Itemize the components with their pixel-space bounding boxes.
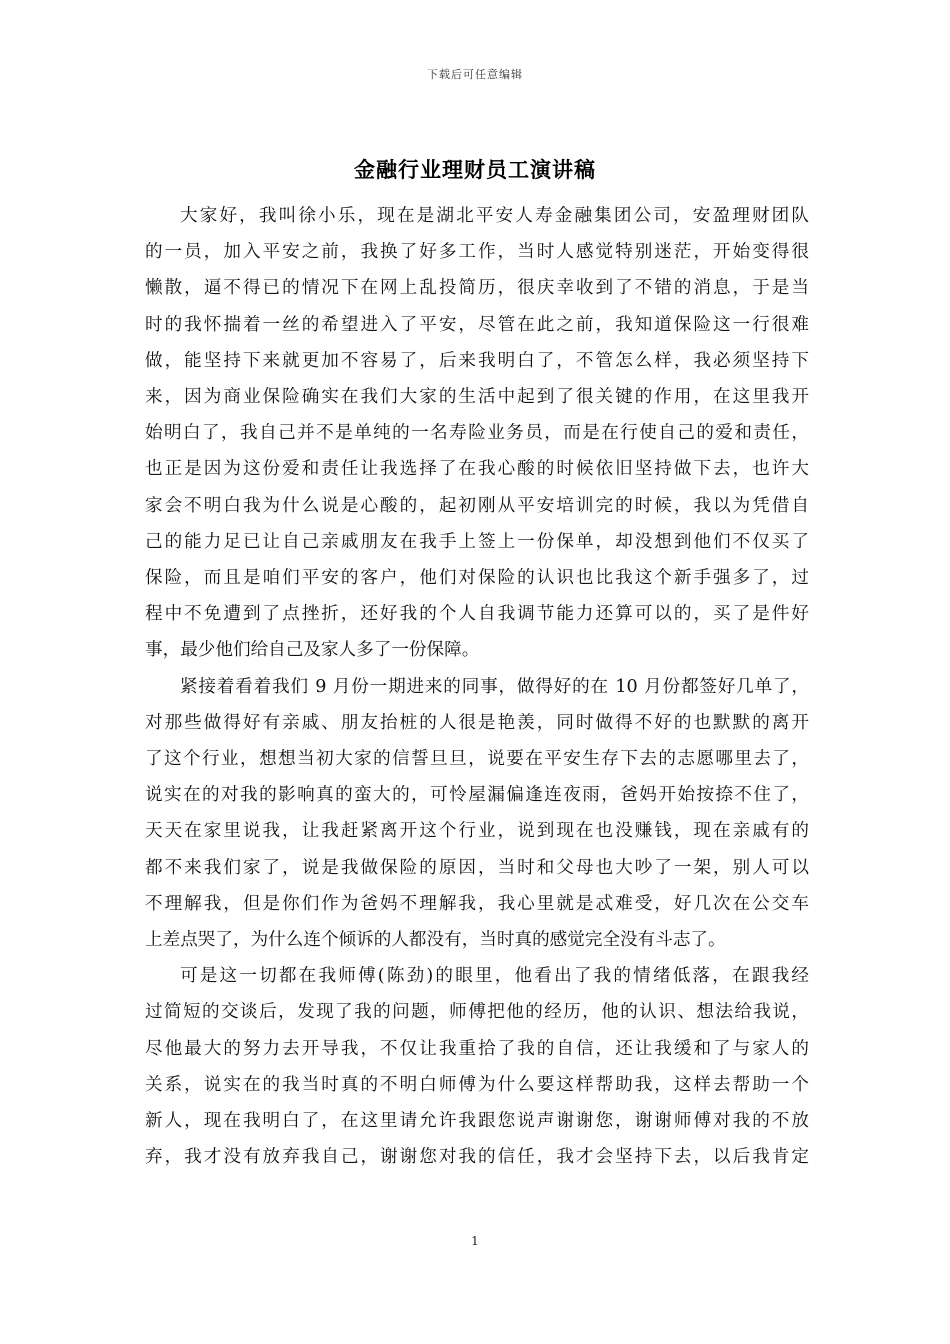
text-line: 说实在的对我的影响真的蛮大的，可怜屋漏偏逢连夜雨，爸妈开始按捺不住了， (145, 785, 809, 806)
text-line: 都不来我们家了，说是我做保险的原因，当时和父母也大吵了一架，别人可以 (145, 857, 809, 878)
text-line: 可是这一切都在我师傅(陈劲)的眼里，他看出了我的情绪低落，在跟我经 (180, 966, 809, 987)
text-line: 做，能坚持下来就更加不容易了，后来我明白了，不管怎么样，我必须坚持下 (145, 350, 809, 371)
paragraph-1 (145, 198, 809, 669)
text-line: 懒散，逼不得已的情况下在网上乱投简历，很庆幸收到了不错的消息，于是当 (145, 278, 809, 299)
text-line: 时的我怀揣着一丝的希望进入了平安，尽管在此之前，我知道保险这一行很难 (145, 314, 809, 335)
text-line: 己的能力足已让自己亲戚朋友在我手上签上一份保单，却没想到他们不仅买了 (145, 531, 809, 552)
text-line: 的一员，加入平安之前，我换了好多工作，当时人感觉特别迷茫，开始变得很 (145, 242, 809, 263)
text-line: 天天在家里说我，让我赶紧离开这个行业，说到现在也没赚钱，现在亲戚有的 (145, 821, 809, 842)
text-line: 紧接着看着我们 9 月份一期进来的同事，做得好的在 10 月份都签好几单了， (180, 676, 809, 697)
text-line: 不理解我，但是你们作为爸妈不理解我，我心里就是忒难受，好几次在公交车 (145, 893, 809, 914)
text-line: 上差点哭了，为什么连个倾诉的人都没有，当时真的感觉完全没有斗志了。 (145, 930, 726, 951)
text-line: 家会不明白我为什么说是心酸的，起初刚从平安培训完的时候，我以为凭借自 (145, 495, 809, 516)
text-line: 始明白了，我自己并不是单纯的一名寿险业务员，而是在行使自己的爱和责任， (145, 423, 809, 444)
text-line: 来，因为商业保险确实在我们大家的生活中起到了很关键的作用，在这里我开 (145, 387, 809, 408)
text-line: 尽他最大的努力去开导我，不仅让我重拾了我的自信，还让我缓和了与家人的 (145, 1038, 809, 1059)
paragraph-3 (145, 958, 809, 1175)
text-line: 关系，说实在的我当时真的不明白师傅为什么要这样帮助我，这样去帮助一个 (145, 1074, 809, 1095)
paragraph-2 (145, 669, 809, 959)
text-line: 事，最少他们给自己及家人多了一份保障。 (145, 640, 480, 661)
text-line: 也正是因为这份爱和责任让我选择了在我心酸的时候依旧坚持做下去，也许大 (145, 459, 809, 480)
text-line: 弃，我才没有放弃我自己，谢谢您对我的信任，我才会坚持下去，以后我肯定 (145, 1147, 809, 1168)
document-title: 金融行业理财员工演讲稿 (354, 157, 596, 182)
text-line: 对那些做得好有亲戚、朋友抬桩的人很是艳羡，同时做得不好的也默默的离开 (145, 712, 809, 733)
header-note: 下载后可任意编辑 (427, 68, 523, 81)
document-body (145, 198, 809, 1175)
text-line: 新人，现在我明白了，在这里请允许我跟您说声谢谢您，谢谢师傅对我的不放 (145, 1111, 809, 1132)
text-line: 大家好，我叫徐小乐，现在是湖北平安人寿金融集团公司，安盈理财团队 (180, 206, 809, 226)
text-line: 保险，而且是咱们平安的客户，他们对保险的认识也比我这个新手强多了，过 (145, 568, 809, 589)
page-number: 1 (471, 1234, 479, 1248)
text-line: 了这个行业，想想当初大家的信誓旦旦，说要在平安生存下去的志愿哪里去了， (145, 749, 809, 770)
text-line: 程中不免遭到了点挫折，还好我的个人自我调节能力还算可以的，买了是件好 (145, 604, 809, 625)
text-line: 过简短的交谈后，发现了我的问题，师傅把他的经历，他的认识、想法给我说， (145, 1002, 809, 1023)
